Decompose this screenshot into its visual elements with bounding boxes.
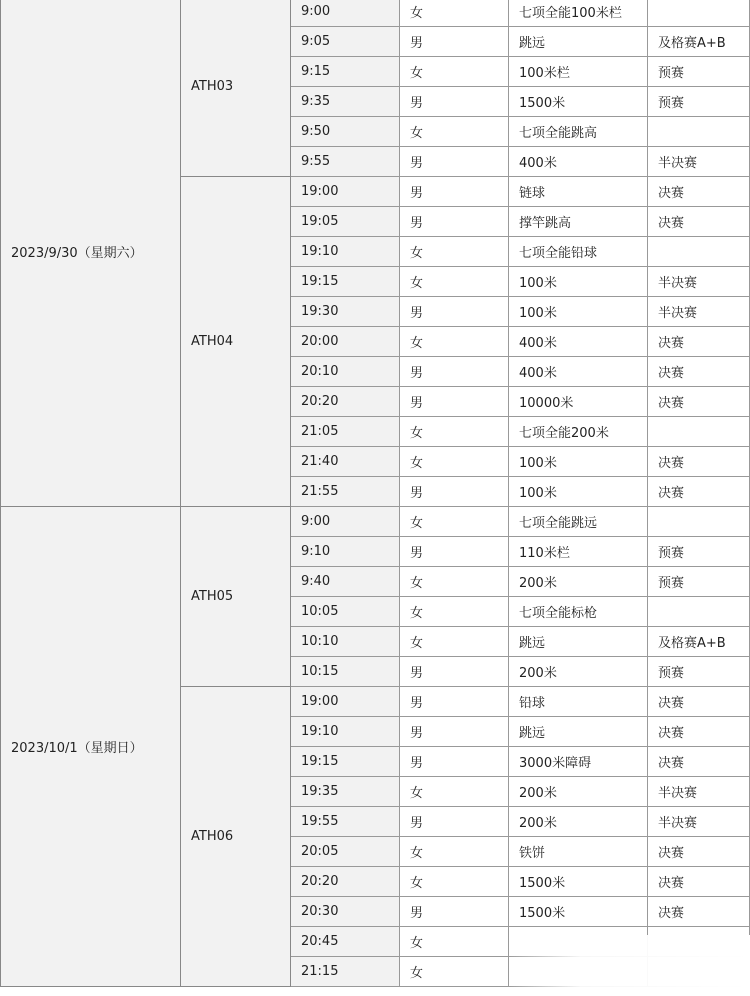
round-cell — [648, 117, 750, 147]
gender-cell: 男 — [400, 687, 509, 717]
round-cell: 决赛 — [648, 717, 750, 747]
gender-cell: 女 — [400, 567, 509, 597]
round-cell: 预赛 — [648, 87, 750, 117]
time-cell: 19:35 — [291, 777, 400, 807]
event-cell: 200米 — [509, 777, 648, 807]
time-cell: 9:35 — [291, 87, 400, 117]
gender-cell: 女 — [400, 957, 509, 987]
event-cell: 200米 — [509, 657, 648, 687]
date-cell: 2023/9/30（星期六） — [1, 0, 181, 507]
time-cell: 19:10 — [291, 237, 400, 267]
time-cell: 20:05 — [291, 837, 400, 867]
event-cell: 100米栏 — [509, 57, 648, 87]
gender-cell: 男 — [400, 717, 509, 747]
gender-cell: 男 — [400, 207, 509, 237]
gender-cell: 女 — [400, 267, 509, 297]
time-cell: 20:20 — [291, 387, 400, 417]
event-cell: 200米 — [509, 807, 648, 837]
round-cell: 预赛 — [648, 57, 750, 87]
time-cell: 19:00 — [291, 687, 400, 717]
gender-cell: 女 — [400, 627, 509, 657]
event-cell: 400米 — [509, 327, 648, 357]
time-cell: 9:40 — [291, 567, 400, 597]
gender-cell: 女 — [400, 57, 509, 87]
time-cell: 20:45 — [291, 927, 400, 957]
event-cell: 1500米 — [509, 867, 648, 897]
gender-cell: 男 — [400, 897, 509, 927]
event-cell: 跳远 — [509, 627, 648, 657]
round-cell — [648, 597, 750, 627]
time-cell: 19:05 — [291, 207, 400, 237]
round-cell: 预赛 — [648, 537, 750, 567]
round-cell — [648, 237, 750, 267]
schedule-body — [1, 0, 750, 987]
time-cell: 9:50 — [291, 117, 400, 147]
faded-overlay — [508, 935, 750, 996]
round-cell: 半决赛 — [648, 777, 750, 807]
event-cell: 100米 — [509, 297, 648, 327]
time-cell: 20:20 — [291, 867, 400, 897]
gender-cell: 男 — [400, 27, 509, 57]
time-cell: 19:55 — [291, 807, 400, 837]
event-cell: 七项全能跳高 — [509, 117, 648, 147]
round-cell: 决赛 — [648, 447, 750, 477]
event-cell: 铁饼 — [509, 837, 648, 867]
round-cell: 决赛 — [648, 357, 750, 387]
gender-cell: 女 — [400, 777, 509, 807]
session-code-cell: ATH06 — [181, 687, 291, 987]
round-cell: 决赛 — [648, 477, 750, 507]
gender-cell: 女 — [400, 867, 509, 897]
round-cell: 决赛 — [648, 687, 750, 717]
event-cell: 100米 — [509, 267, 648, 297]
round-cell — [648, 0, 750, 27]
time-cell: 19:15 — [291, 747, 400, 777]
event-cell: 七项全能标枪 — [509, 597, 648, 627]
event-cell: 七项全能跳远 — [509, 507, 648, 537]
gender-cell: 女 — [400, 837, 509, 867]
gender-cell: 男 — [400, 537, 509, 567]
event-cell: 10000米 — [509, 387, 648, 417]
event-cell: 110米栏 — [509, 537, 648, 567]
round-cell: 半决赛 — [648, 267, 750, 297]
gender-cell: 男 — [400, 147, 509, 177]
gender-cell: 女 — [400, 0, 509, 27]
event-cell: 七项全能200米 — [509, 417, 648, 447]
round-cell: 决赛 — [648, 867, 750, 897]
gender-cell: 男 — [400, 297, 509, 327]
round-cell: 决赛 — [648, 897, 750, 927]
event-cell: 3000米障碍 — [509, 747, 648, 777]
time-cell: 9:15 — [291, 57, 400, 87]
event-cell: 200米 — [509, 567, 648, 597]
time-cell: 19:30 — [291, 297, 400, 327]
gender-cell: 男 — [400, 357, 509, 387]
time-cell: 21:40 — [291, 447, 400, 477]
time-cell: 9:00 — [291, 507, 400, 537]
round-cell: 决赛 — [648, 177, 750, 207]
time-cell: 21:55 — [291, 477, 400, 507]
round-cell: 及格赛A+B — [648, 27, 750, 57]
round-cell: 决赛 — [648, 837, 750, 867]
gender-cell: 男 — [400, 657, 509, 687]
event-cell: 铅球 — [509, 687, 648, 717]
round-cell: 预赛 — [648, 657, 750, 687]
round-cell: 半决赛 — [648, 807, 750, 837]
gender-cell: 女 — [400, 447, 509, 477]
event-cell: 100米 — [509, 477, 648, 507]
gender-cell: 男 — [400, 477, 509, 507]
event-cell: 1500米 — [509, 87, 648, 117]
gender-cell: 女 — [400, 327, 509, 357]
session-code-cell: ATH04 — [181, 177, 291, 507]
round-cell — [648, 417, 750, 447]
round-cell: 半决赛 — [648, 297, 750, 327]
round-cell: 决赛 — [648, 207, 750, 237]
event-cell: 400米 — [509, 357, 648, 387]
gender-cell: 女 — [400, 507, 509, 537]
time-cell: 9:05 — [291, 27, 400, 57]
round-cell — [648, 507, 750, 537]
round-cell: 决赛 — [648, 387, 750, 417]
time-cell: 21:15 — [291, 957, 400, 987]
session-code-cell: ATH05 — [181, 507, 291, 687]
gender-cell: 女 — [400, 927, 509, 957]
time-cell: 10:05 — [291, 597, 400, 627]
round-cell: 决赛 — [648, 327, 750, 357]
event-cell: 撑竿跳高 — [509, 207, 648, 237]
gender-cell: 女 — [400, 237, 509, 267]
time-cell: 9:55 — [291, 147, 400, 177]
event-cell: 跳远 — [509, 717, 648, 747]
gender-cell: 男 — [400, 177, 509, 207]
time-cell: 21:05 — [291, 417, 400, 447]
gender-cell: 男 — [400, 747, 509, 777]
gender-cell: 男 — [400, 87, 509, 117]
round-cell: 决赛 — [648, 747, 750, 777]
date-cell: 2023/10/1（星期日） — [1, 507, 181, 987]
session-code-cell: ATH03 — [181, 0, 291, 177]
gender-cell: 女 — [400, 417, 509, 447]
time-cell: 10:10 — [291, 627, 400, 657]
event-cell: 400米 — [509, 147, 648, 177]
round-cell: 半决赛 — [648, 147, 750, 177]
time-cell: 9:10 — [291, 537, 400, 567]
time-cell: 19:00 — [291, 177, 400, 207]
time-cell: 19:15 — [291, 267, 400, 297]
time-cell: 19:10 — [291, 717, 400, 747]
time-cell: 10:15 — [291, 657, 400, 687]
gender-cell: 男 — [400, 387, 509, 417]
gender-cell: 男 — [400, 807, 509, 837]
time-cell: 9:00 — [291, 0, 400, 27]
gender-cell: 女 — [400, 597, 509, 627]
round-cell: 预赛 — [648, 567, 750, 597]
event-cell: 七项全能铅球 — [509, 237, 648, 267]
event-cell: 七项全能100米栏 — [509, 0, 648, 27]
time-cell: 20:10 — [291, 357, 400, 387]
table-row — [1, 507, 750, 537]
time-cell: 20:30 — [291, 897, 400, 927]
event-cell: 链球 — [509, 177, 648, 207]
event-cell: 1500米 — [509, 897, 648, 927]
gender-cell: 女 — [400, 117, 509, 147]
event-cell: 100米 — [509, 447, 648, 477]
event-cell: 跳远 — [509, 27, 648, 57]
table-row — [1, 0, 750, 27]
round-cell: 及格赛A+B — [648, 627, 750, 657]
time-cell: 20:00 — [291, 327, 400, 357]
